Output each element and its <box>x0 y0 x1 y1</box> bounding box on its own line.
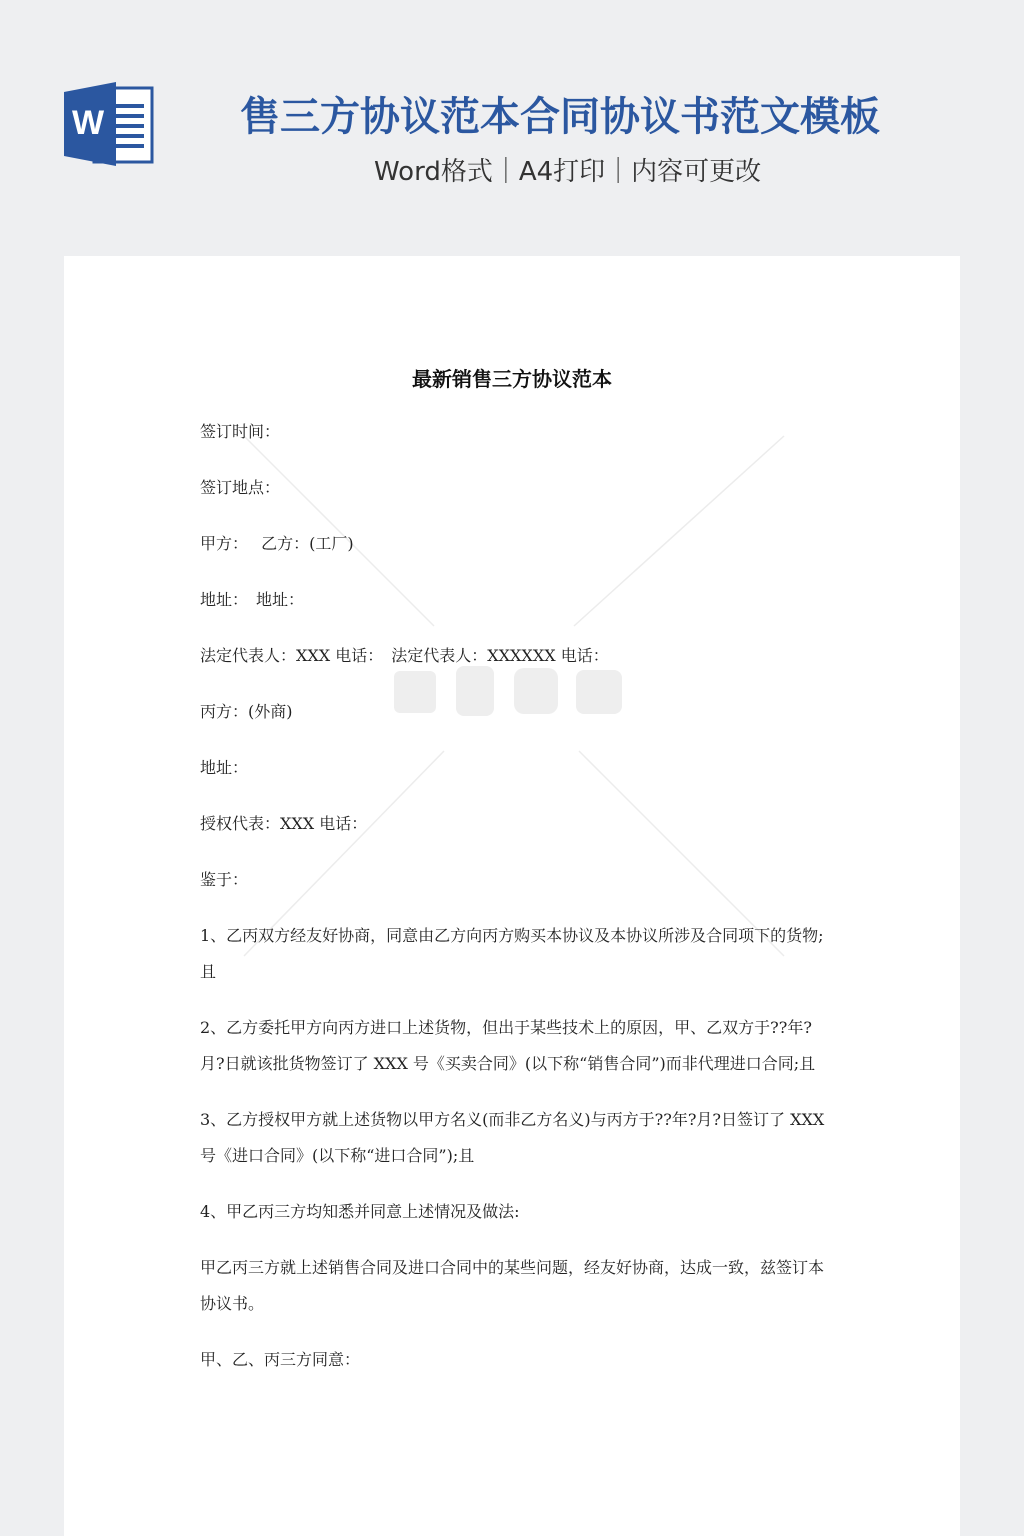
document-body <box>200 414 830 1398</box>
paragraph-clause-4: 4、甲乙丙三方均知悉并同意上述情况及做法: <box>200 1202 520 1221</box>
paragraph-addresses: 地址： 地址： <box>200 590 305 609</box>
paragraph-consent: 甲、乙、丙三方同意： <box>200 1350 361 1369</box>
page-subtitle: Word格式｜A4打印｜内容可更改 <box>374 157 762 187</box>
document-page <box>64 256 960 1536</box>
paragraph-clause-3: 3、乙方授权甲方就上述货物以甲方名义(而非乙方名义)与丙方于??年?月?日签订了 XXX 号《进口合同》(以下称“进口合同”);且 <box>200 1110 825 1165</box>
paragraph-party-c: 丙方：(外商) <box>200 702 293 721</box>
paragraph-clause-1: 1、乙丙双方经友好协商，同意由乙方向丙方购买本协议及本协议所涉及合同项下的货物;且 <box>200 926 824 981</box>
paragraph-parties: 甲方： 乙方：(工厂) <box>200 534 354 553</box>
paragraph-signing-place: 签订地点： <box>200 478 281 497</box>
paragraph-legal-representatives: 法定代表人：XXX 电话： 法定代表人：XXXXXX 电话： <box>200 646 609 665</box>
paragraph-agreement: 甲乙丙三方就上述销售合同及进口合同中的某些问题，经友好协商，达成一致，兹签订本协议书。 <box>200 1258 825 1313</box>
word-logo-letter: W <box>71 104 105 142</box>
paragraph-party-c-address: 地址： <box>200 758 249 777</box>
paragraph-authorized-rep: 授权代表：XXX 电话： <box>200 814 368 833</box>
word-doc-icon <box>64 82 156 166</box>
paragraph-whereas: 鉴于： <box>200 870 249 889</box>
paragraph-clause-2: 2、乙方委托甲方向丙方进口上述货物，但出于某些技术上的原因，甲、乙双方于??年?月?日就该批货物签订了 XXX 号《买卖合同》(以下称“销售合同”)而非代理进口合同;且 <box>200 1018 816 1073</box>
page-title: 售三方协议范本合同协议书范文模板 <box>240 94 880 140</box>
paragraph-signing-time: 签订时间： <box>200 422 281 441</box>
page-header <box>0 0 1024 256</box>
document-title: 最新销售三方协议范本 <box>412 367 612 391</box>
